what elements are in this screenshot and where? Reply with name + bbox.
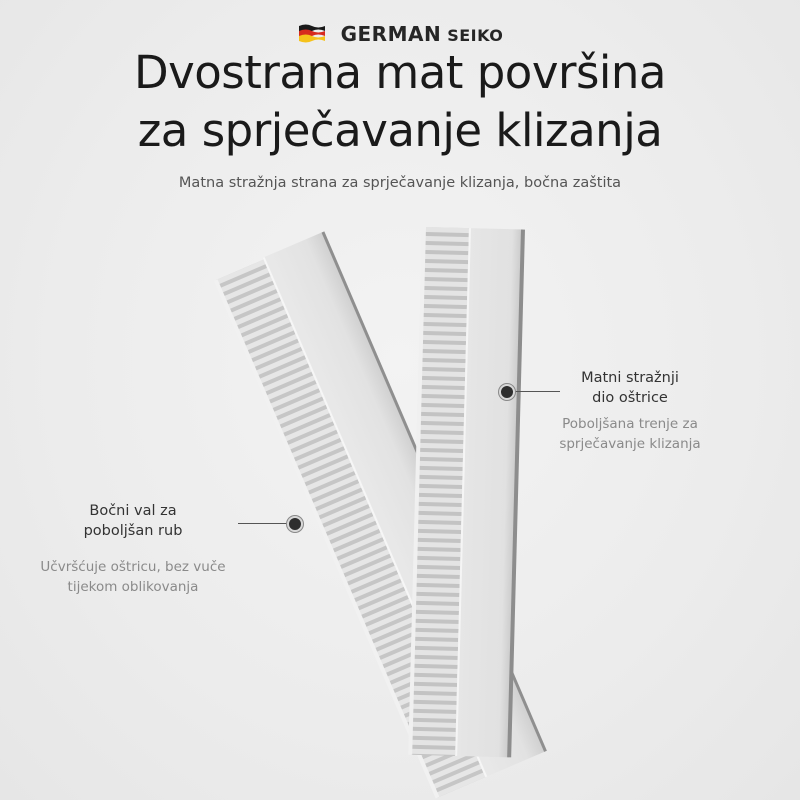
left-callout-marker	[287, 516, 303, 532]
right-callout-title: Matni stražnji dio oštrice	[581, 370, 679, 406]
right-callout-marker	[499, 384, 515, 400]
left-callout-title: Bočni val za poboljšan rub	[83, 503, 183, 539]
left-callout	[28, 501, 238, 597]
right-callout	[535, 368, 725, 454]
right-callout-description: Poboljšana trenje za sprječavanje klizanja	[559, 416, 701, 452]
left-callout-description: Učvršćuje oštricu, bez vuče tijekom oblikovanja	[40, 559, 226, 595]
brand-name: GERMAN	[340, 22, 442, 46]
page-subtitle: Matna stražnja strana za sprječavanje klizanja, bočna zaštita	[178, 175, 622, 191]
left-callout-line	[238, 523, 290, 524]
right-blade	[408, 227, 525, 758]
brand-sub-name: SEIKO	[447, 26, 504, 45]
title-line-1: Dvostrana mat površina	[133, 46, 666, 99]
title-line-2: za sprječavanje klizanja	[137, 104, 663, 157]
